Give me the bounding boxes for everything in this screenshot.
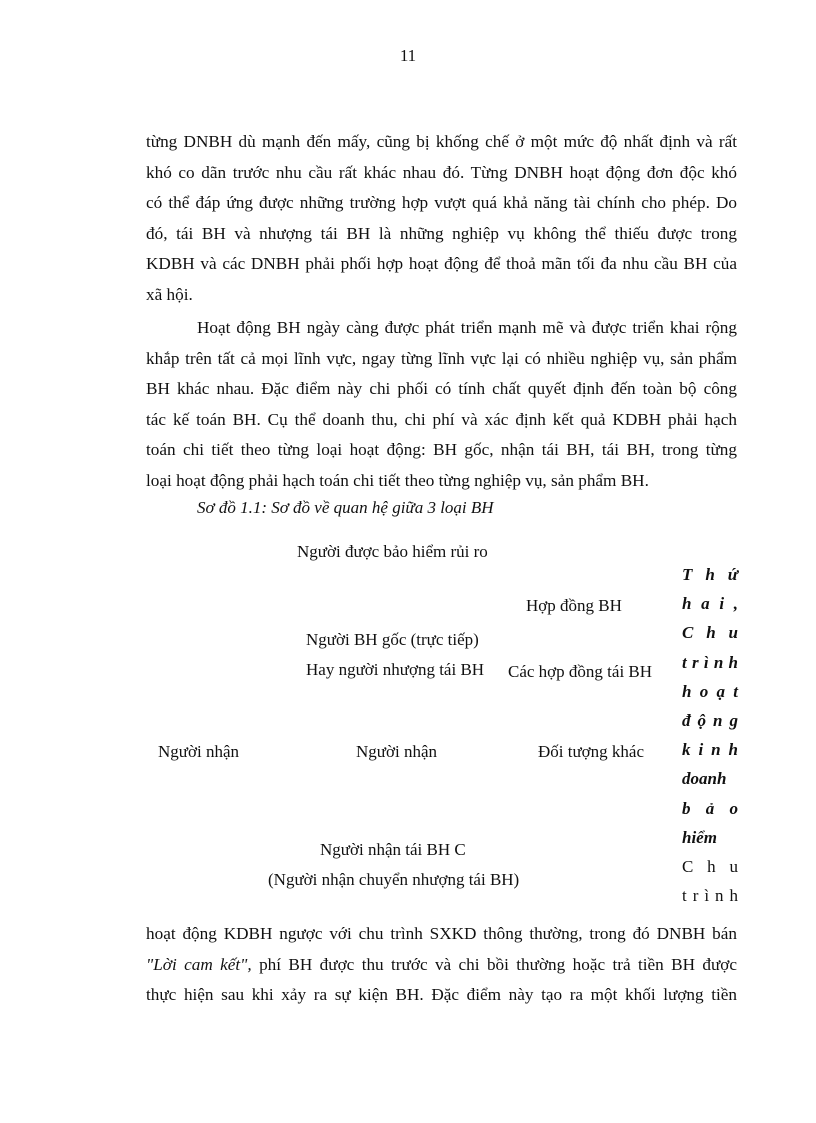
diagram-caption: Sơ đồ 1.1: Sơ đồ về quan hệ giữa 3 loại BH xyxy=(197,498,494,517)
paragraph-1-line: khó co dãn trước nhu cầu rất khác nhau đó. Từng DNBH hoạt động đơn độc khó xyxy=(146,162,737,182)
direct-insurer-label-1: Người BH gốc (trực tiếp) xyxy=(306,630,479,649)
paragraph-1-line: xã hội. xyxy=(146,284,193,304)
receiver-b-label: Người nhận xyxy=(356,742,437,761)
paragraph-2 xyxy=(146,313,737,497)
margin-text-line: hiểm xyxy=(682,827,717,847)
margin-text-line: C h u xyxy=(682,857,738,877)
paragraph-3-line: hoạt động KDBH ngược với chu trình SXKD thông thường, trong đó DNBH bán xyxy=(146,924,737,943)
paragraph-2-line: BH khác nhau. Đặc điểm này chi phối có tính chất quyết định đến toàn bộ công xyxy=(146,379,737,399)
margin-text-line: doanh xyxy=(682,769,727,789)
insured-label: Người được bảo hiểm rủi ro xyxy=(297,542,488,561)
margin-text-line: t r ì n h xyxy=(682,652,738,672)
reinsurer-c-label-2: (Người nhận chuyển nhượng tái BH) xyxy=(268,870,520,889)
paragraph-2-line: khắp trên tất cả mọi lĩnh vực, ngay từng lĩnh vực lại có nhiều nghiệp vụ, sản phẩm xyxy=(146,348,737,368)
paragraph-3 xyxy=(146,919,737,1011)
paragraph-3-line xyxy=(146,950,737,981)
margin-text-line: k i n h xyxy=(682,740,738,760)
margin-text-line: C h u xyxy=(682,623,738,643)
paragraph-1-line: từng DNBH dù mạnh đến mấy, cũng bị khống chế ở một mức độ nhất định và rất xyxy=(146,132,737,151)
paragraph-2-line: loại hoạt động phải hạch toán chi tiết theo từng nghiệp vụ, sản phẩm BH. xyxy=(146,470,649,490)
paragraph-2-line: Hoạt động BH ngày càng được phát triển mạnh mẽ và được triển khai rộng xyxy=(197,318,737,337)
paragraph-1-line: có thể đáp ứng được những trường hợp vượt quá khả năng tài chính cho phép. Do xyxy=(146,193,737,213)
other-party-label: Đối tượng khác xyxy=(538,742,645,761)
margin-text-line: t r ì n h xyxy=(682,886,738,906)
paragraph-1-line: đó, tái BH và nhượng tái BH là những nghiệp vụ không thể thiếu được trong xyxy=(146,223,737,243)
paragraph-1-line: KDBH và các DNBH phải phối hợp hoạt động để thoả mãn tối đa nhu cầu BH của xyxy=(146,254,737,274)
margin-text-line: h a i , xyxy=(682,594,738,614)
paragraph-1 xyxy=(146,127,737,311)
contract-label: Hợp đồng BH xyxy=(526,596,622,615)
page-number: 11 xyxy=(399,46,417,65)
reinsurance-contracts-label: Các hợp đồng tái BH xyxy=(508,662,653,681)
paragraph-3-line: thực hiện sau khi xảy ra sự kiện BH. Đặc điểm này tạo ra một khối lượng tiền xyxy=(146,985,737,1005)
receiver-a-label: Người nhận xyxy=(158,742,239,761)
paragraph-2-line: toán chi tiết theo từng loại hoạt động: BH gốc, nhận tái BH, tái BH, trong từng xyxy=(146,440,737,460)
margin-text xyxy=(682,560,738,910)
paragraph-3-line-rest: phí BH được thu trước và chi bồi thường hoặc trả tiền BH được xyxy=(251,954,738,974)
margin-text-line: đ ộ n g xyxy=(682,711,738,731)
margin-text-line: b ả o xyxy=(682,798,738,818)
margin-text-line: h o ạ t xyxy=(682,681,738,701)
margin-text-line: T h ứ xyxy=(682,565,738,584)
reinsurer-c-label-1: Người nhận tái BH C xyxy=(320,840,466,859)
direct-insurer-label-2: Hay người nhượng tái BH xyxy=(306,660,485,679)
paragraph-2-line: tác kế toán BH. Cụ thể doanh thu, chi phí và xác định kết quả KDBH phải hạch xyxy=(146,409,737,429)
quoted-phrase: "Lời cam kết", xyxy=(146,954,252,974)
